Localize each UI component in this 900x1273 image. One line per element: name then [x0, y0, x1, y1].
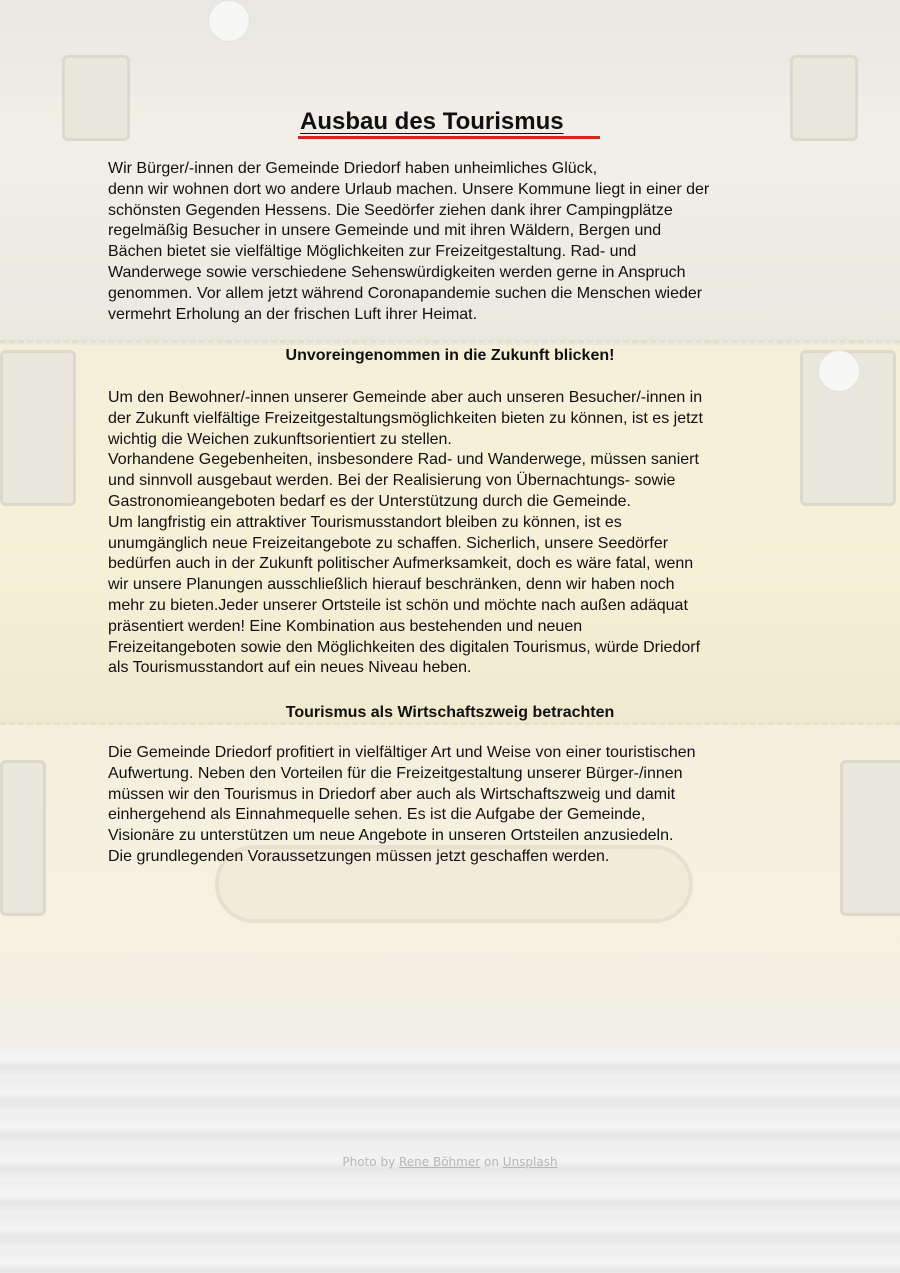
text-line: wichtig die Weichen zukunftsorientiert zu stellen.: [108, 430, 452, 448]
text-line: der Zukunft vielfältige Freizeitgestaltungsmöglichkeiten bieten zu können, ist es jetzt: [108, 409, 703, 427]
text-line: Wanderwege sowie verschiedene Sehenswürdigkeiten werden gerne in Anspruch: [108, 263, 686, 281]
text-line: Freizeitangeboten sowie den Möglichkeiten des digitalen Tourismus, würde Driedorf: [108, 638, 701, 656]
stitch-line: [0, 340, 900, 343]
text-line: als Tourismusstandort auf ein neues Niveau heben.: [108, 659, 472, 677]
text-line: und sinnvoll ausgebaut werden. Bei der Realisierung von Übernachtungs- sowie: [108, 472, 676, 490]
text-line: regelmäßig Besucher in unsere Gemeinde und mit ihren Wäldern, Bergen und: [108, 222, 662, 240]
credit-prefix: Photo by: [342, 1155, 396, 1169]
section-heading: Unvoreingenommen in die Zukunft blicken!: [285, 347, 615, 364]
text-line: wir unsere Planungen ausschließlich hierauf beschränken, denn wir haben noch: [108, 576, 675, 594]
text-line: denn wir wohnen dort wo andere Urlaub machen. Unsere Kommune liegt in einer der: [108, 180, 710, 198]
text-line: Wir Bürger/-innen der Gemeinde Driedorf haben unheimliches Glück,: [108, 160, 598, 177]
text-line: Die grundlegenden Voraussetzungen müssen jetzt geschaffen werden.: [108, 847, 610, 865]
credit-middle: on: [484, 1155, 499, 1169]
text-line: vermehrt Erholung an der frischen Luft ihrer Heimat.: [108, 305, 478, 323]
text-line: Um langfristig ein attraktiver Tourismusstandort bleiben zu können, ist es: [108, 513, 622, 531]
title-underline: [298, 136, 600, 139]
text-line: Um den Bewohner/-innen unserer Gemeinde aber auch unseren Besucher/-innen in: [108, 389, 703, 406]
text-line: bedürfen auch in der Zukunft politischer Aufmerksamkeit, doch es wäre fatal, wenn: [108, 555, 694, 573]
text-line: mehr zu bieten.Jeder unserer Ortsteile ist schön und möchte nach außen adäquat: [108, 596, 688, 614]
text-line: Visionäre zu unterstützen um neue Angebote in unseren Ortsteilen anzusiedeln.: [108, 827, 674, 845]
text-line: müssen wir den Tourismus in Driedorf aber auch als Wirtschaftszweig und damit: [108, 785, 676, 803]
text-line: schönsten Gegenden Hessens. Die Seedörfer ziehen dank ihrer Campingplätze: [108, 201, 673, 219]
intro-paragraph: [108, 159, 808, 325]
credit-source-link[interactable]: Unsplash: [502, 1155, 558, 1169]
latch-icon: [790, 55, 858, 141]
text-line: einhergehend als Einnahmequelle sehen. Es ist die Aufgabe der Gemeinde,: [108, 806, 646, 824]
section-heading: Tourismus als Wirtschaftszweig betrachten: [285, 704, 615, 721]
text-line: Aufwertung. Neben den Vorteilen für die Freizeitgestaltung unserer Bürger-/innen: [108, 764, 683, 782]
photo-credit: [0, 1155, 900, 1169]
latch-icon: [0, 760, 46, 916]
latch-icon: [0, 350, 76, 506]
section2-paragraph: [108, 743, 808, 868]
text-line: Vorhandene Gegebenheiten, insbesondere Rad- und Wanderwege, müssen saniert: [108, 451, 699, 469]
credit-author-link[interactable]: Rene Böhmer: [399, 1155, 481, 1169]
sticker-icon: [208, 0, 250, 42]
latch-icon: [62, 55, 130, 141]
page-title: Ausbau des Tourismus: [300, 108, 564, 135]
text-line: Die Gemeinde Driedorf profitiert in vielfältiger Art und Weise von einer touristischen: [108, 744, 696, 761]
text-line: Gastronomieangeboten bedarf es der Unterstützung durch die Gemeinde.: [108, 492, 631, 510]
section1-paragraph: [108, 388, 808, 679]
text-line: genommen. Vor allem jetzt während Coronapandemie suchen die Menschen wieder: [108, 284, 703, 302]
text-line: unumgänglich neue Freizeitangebote zu schaffen. Sicherlich, unsere Seedörfer: [108, 534, 669, 552]
text-line: Bächen bietet sie vielfältige Möglichkeiten zur Freizeitgestaltung. Rad- und: [108, 243, 637, 261]
text-line: präsentiert werden! Eine Kombination aus bestehenden und neuen: [108, 617, 583, 635]
latch-icon: [840, 760, 900, 916]
